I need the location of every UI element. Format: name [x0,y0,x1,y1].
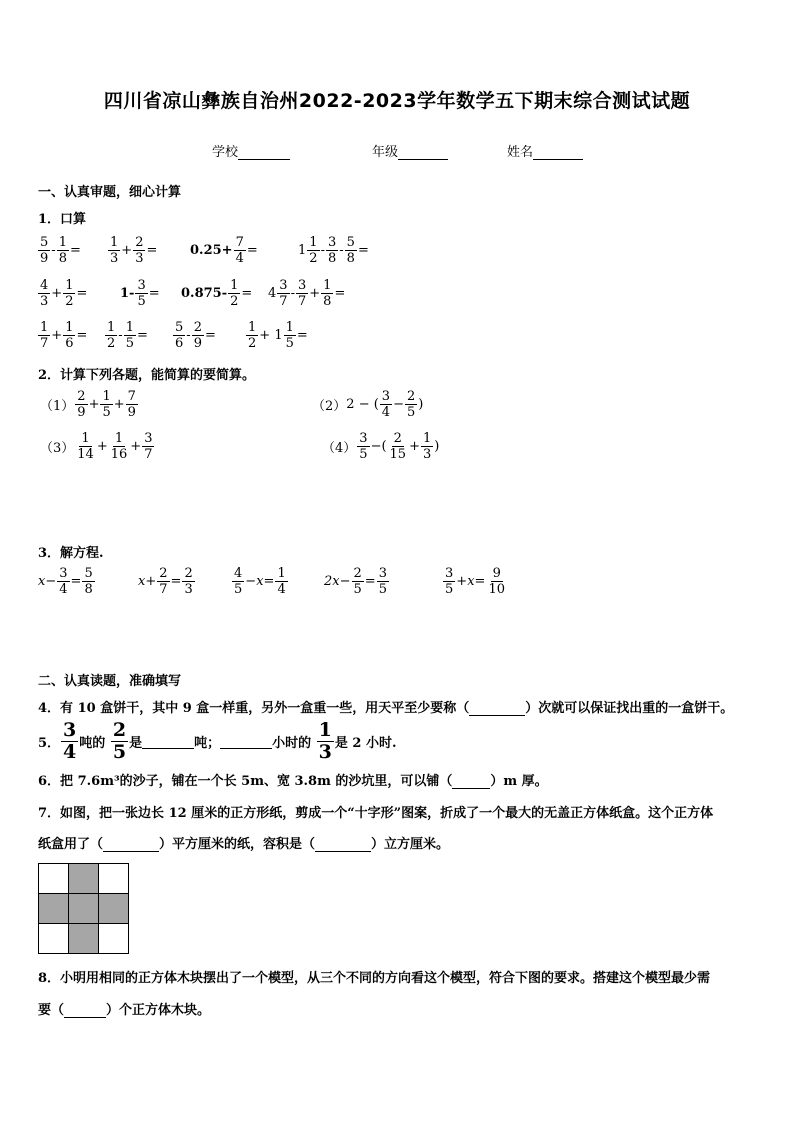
q6-blank[interactable] [452,777,490,789]
school-blank[interactable] [238,145,290,160]
q8-line1: 8．小明用相同的正方体木块摆出了一个模型，从三个不同的方向看这个模型，符合下图的要求。搭建这个模型最少需 [38,971,711,986]
q8-line2: 要（ ）个正方体木块。 [38,1003,211,1018]
name-blank[interactable] [533,145,583,160]
q4-blank[interactable] [469,704,525,716]
q3-eq5: $\frac{3}{5}$ + x = $\frac{9}{10}$ [445,566,505,597]
grid-cell-shaded [38,893,69,924]
q2-part3: （3） $\frac{1}{14}$ + $\frac{1}{16}$ + $\frac{3}{7}$ [40,431,153,462]
section1-heading: 一、认真审题，细心计算 [38,185,182,200]
q2-label: 2．计算下列各题，能简算的要简算。 [38,368,256,383]
q5-text: 5． $\frac{3}{4}$ 吨的 $\frac{2}{5}$ 是 吨； 小时的 $\frac{1}{3}$ 是 2 小时. [38,719,397,763]
q7-line2: 纸盒用了（ ）平方厘米的纸，容积是（ ）立方厘米。 [38,837,450,852]
q7-line1: 7．如图，把一张边长 12 厘米的正方形纸，剪成一个“十字形”图案，折成了一个最大的无盖正方体纸盒。这个正方体 [38,806,714,821]
q1-row1-item4: 1 $\frac{1}{2}$ - $\frac{3}{8}$ - $\frac{5}{8}$ = [298,235,369,266]
q8-blank[interactable] [64,1006,106,1018]
q5-blank2[interactable] [220,734,272,749]
grid-cell [98,923,129,954]
page-title: 四川省凉山彝族自治州2022-2023学年数学五下期末综合测试试题 [103,90,691,112]
q4-text: 4．有 10 盒饼干，其中 9 盒一样重，另外一盒重一些，用天平至少要称（ ）次就可以保证找出重的一盒饼干。 [38,701,734,716]
q3-label: 3．解方程. [38,546,104,561]
q1-row2-item3: 0.875- $\frac{1}{2}$ = [181,278,253,309]
q3-eq2: x + $\frac{2}{7}$ = $\frac{2}{3}$ [138,566,193,597]
school-field: 学校 [212,141,290,160]
q1-row3-item3: $\frac{5}{6}$ - $\frac{2}{9}$ = [175,320,216,351]
q1-row3-item2: $\frac{1}{2}$ - $\frac{1}{5}$ = [107,320,148,351]
section2-heading: 二、认真读题，准确填写 [38,674,182,689]
q6-text: 6．把 7.6m³的沙子，铺在一个长 5m、宽 3.8m 的沙坑里，可以铺（ ）m 厚。 [38,774,548,789]
grid-cell-shaded [68,923,99,954]
q1-row1-item3: 0.25+ $\frac{7}{4}$ = [190,235,258,266]
q3-eq3: $\frac{4}{5}$ − x = $\frac{1}{4}$ [234,566,286,597]
grid-cell-shaded [68,863,99,894]
q1-row1-item1: $\frac{5}{9}$ - $\frac{1}{8}$ = [40,235,81,266]
q3-eq4: 2x − $\frac{2}{5}$ = $\frac{3}{5}$ [324,566,387,597]
q2-part2: （2） 2 − ( $\frac{3}{4}$ − $\frac{2}{5}$ ) [312,389,424,420]
q2-part1: （1） $\frac{2}{9}$ + $\frac{1}{5}$ + $\frac{7}{9}$ [40,389,136,420]
grid-cell-shaded [68,893,99,924]
grid-cell [38,923,69,954]
grid-cell [98,863,129,894]
q1-label: 1．口算 [38,212,87,227]
q1-row1-item2: $\frac{1}{3}$ + $\frac{2}{3}$ = [110,235,158,266]
q1-row3-item1: $\frac{1}{7}$ + $\frac{1}{6}$ = [40,320,88,351]
grid-cell [38,863,69,894]
grade-blank[interactable] [398,145,448,160]
q3-eq1: x − $\frac{3}{4}$ = $\frac{5}{8}$ [38,566,93,597]
grade-field: 年级 [372,141,448,160]
q5-blank1[interactable] [142,734,194,749]
q7-blank1[interactable] [103,840,159,852]
q7-blank2[interactable] [315,840,371,852]
name-field: 姓名 [507,141,583,160]
q2-part4: （4） $\frac{3}{5}$ −( $\frac{2}{15}$ + $\frac{1}{3}$ ) [322,431,440,462]
q1-row2-item2: 1- $\frac{3}{5}$ = [120,278,160,309]
q1-row2-item4: 4 $\frac{3}{7}$ - $\frac{3}{7}$ + $\frac{1}{8}$ = [268,278,346,309]
q1-row2-item1: $\frac{4}{3}$ + $\frac{1}{2}$ = [40,278,88,309]
q1-row3-item4: $\frac{1}{2}$ + 1 $\frac{1}{5}$ = [248,320,308,351]
grid-cell-shaded [98,893,129,924]
cross-shape-figure [38,863,128,953]
